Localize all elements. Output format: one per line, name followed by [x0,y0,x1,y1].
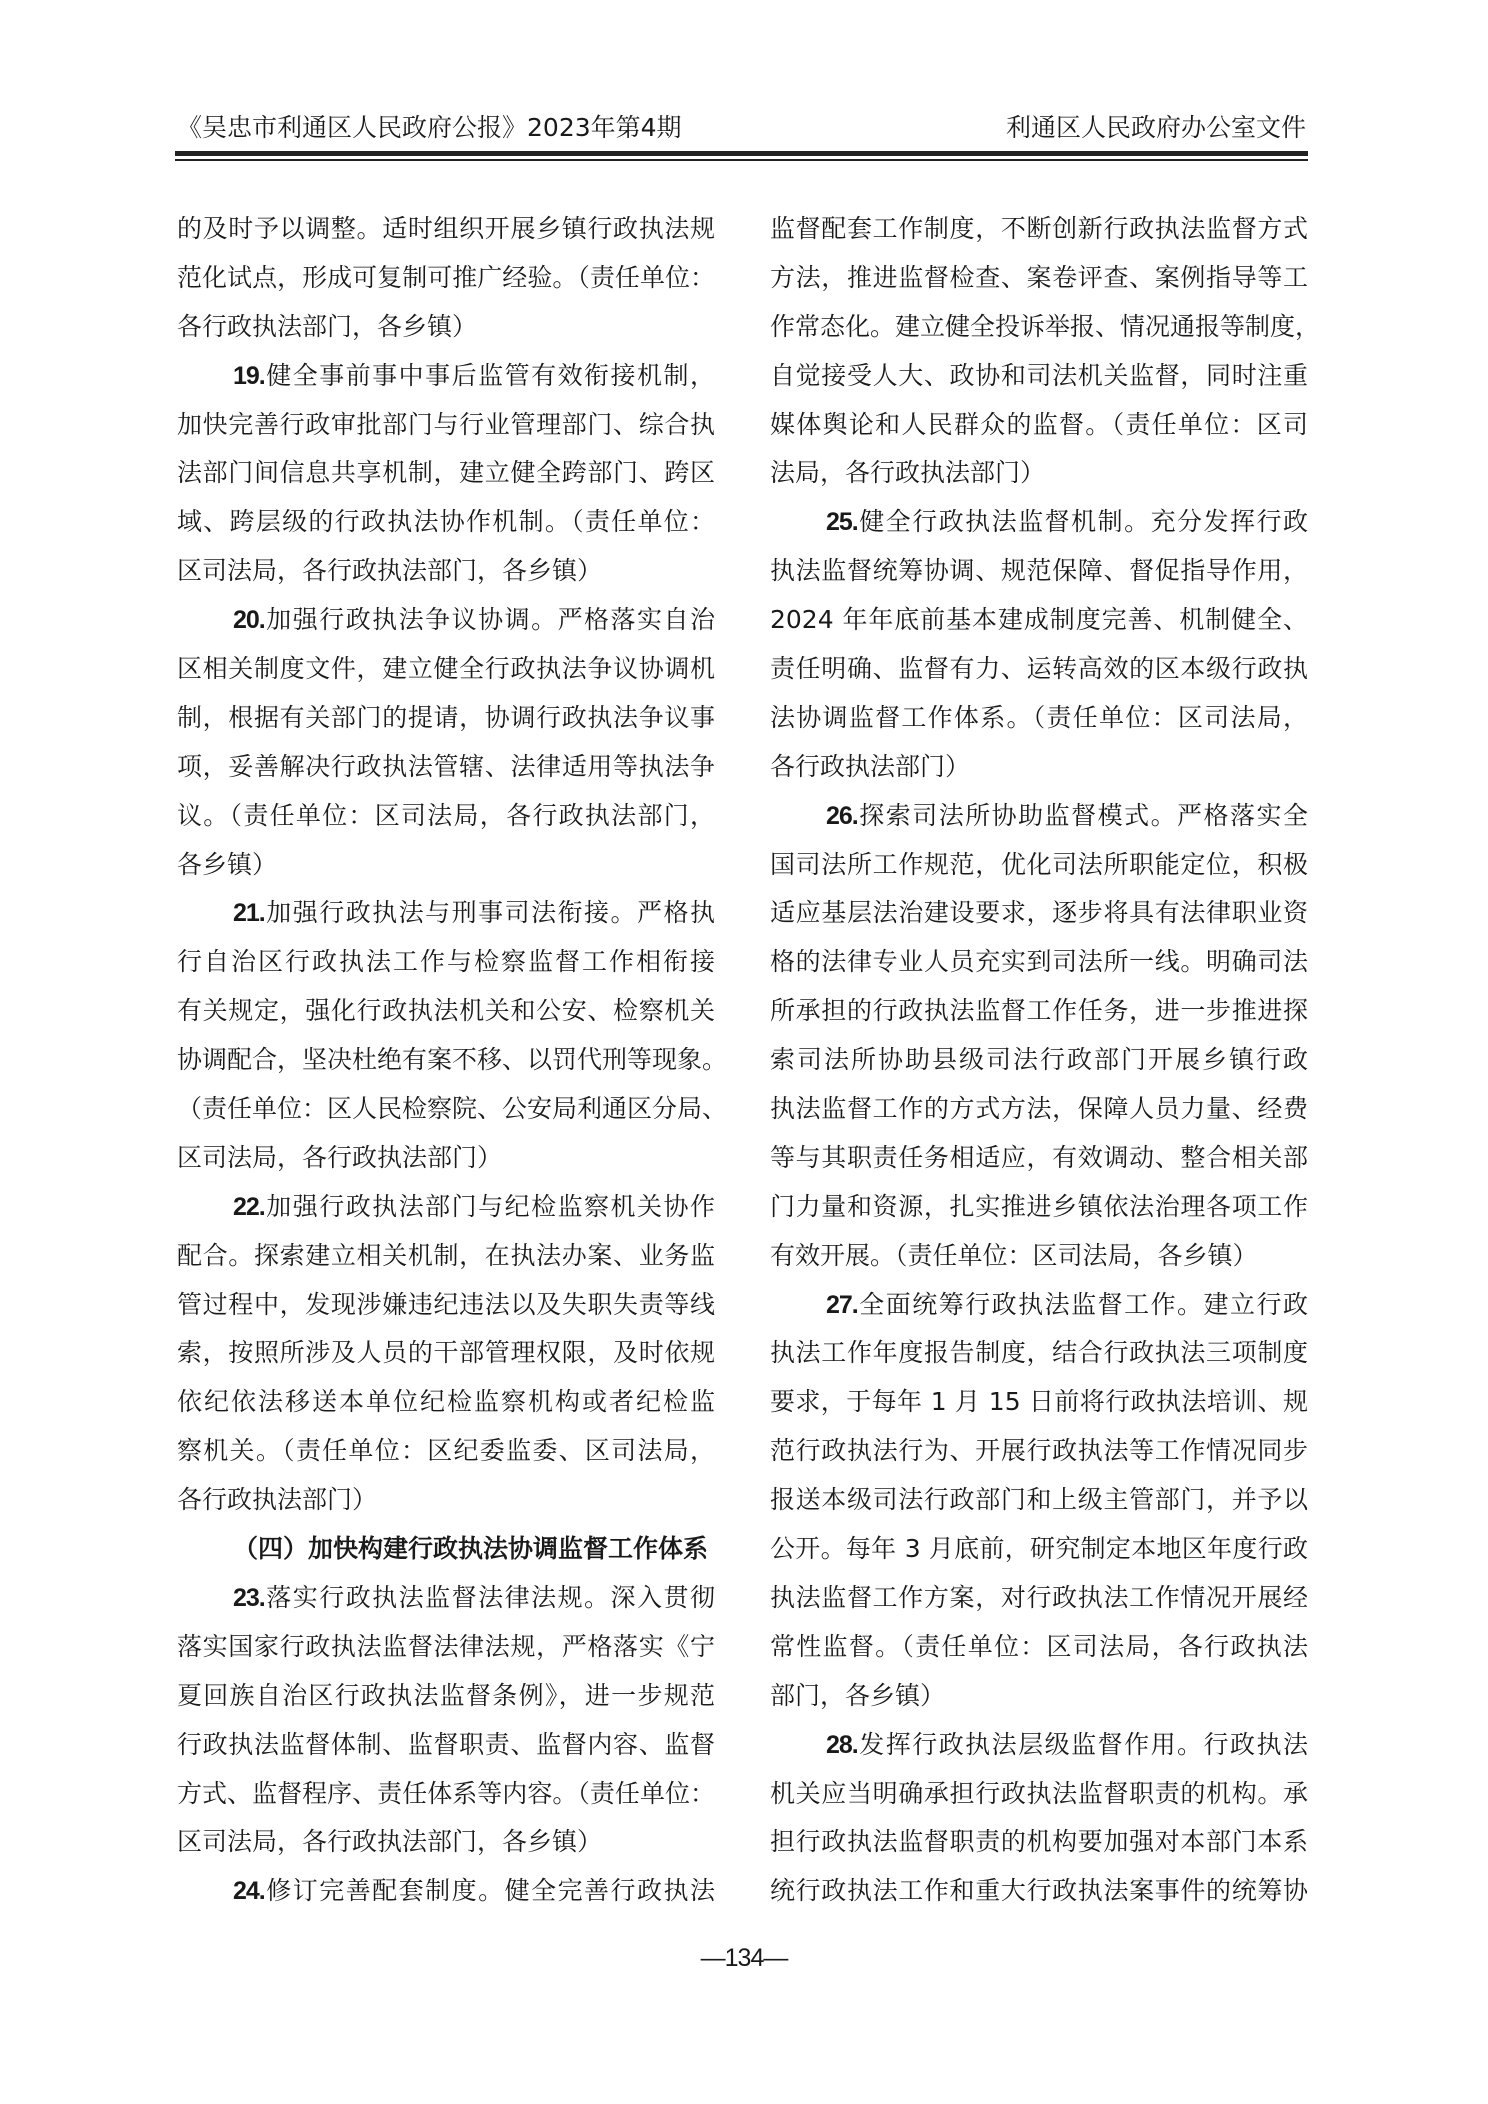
line-text: 议。（责任单位：区司法局，各行政执法部门， [177,800,715,830]
line-text: 范行政执法行为、开展行政执法等工作情况同步 [770,1436,1308,1466]
line-text: 执法监督统筹协调、规范保障、督促指导作用， [770,556,1308,586]
line-text: 修订完善配套制度。健全完善行政执法 [264,1876,715,1906]
line-text: 执法工作年度报告制度，结合行政执法三项制度 [770,1338,1308,1368]
line-text: 范化试点，形成可复制可推广经验。（责任单位： [177,262,715,292]
line-text: 公开。每年 3 月底前，研究制定本地区年度行政 [770,1534,1308,1564]
text-line [770,645,1308,694]
line-text: 索司法所协助县级司法行政部门开展乡镇行政 [770,1045,1308,1075]
line-text: 担行政执法监督职责的机构要加强对本部门本系 [770,1827,1308,1857]
text-line [177,401,715,450]
line-text: 行政执法监督体制、监督职责、监督内容、监督 [177,1729,715,1759]
text-line [770,1574,1308,1623]
line-text: 责任明确、监督有力、运转高效的区本级行政执 [770,654,1308,684]
text-line [177,303,715,352]
paragraph [770,1721,1308,1917]
publication-title: 《吴忠市利通区人民政府公报》2023年第4期 [177,113,682,142]
line-text: 行自治区行政执法工作与检察监督工作相衔接 [177,947,715,977]
text-line [770,792,1308,841]
left-column [177,205,728,1916]
text-line [770,205,1308,254]
text-line [770,841,1308,890]
text-line [177,743,715,792]
line-text: 健全事前事中事后监管有效衔接机制， [264,360,715,390]
line-text: 统行政执法工作和重大行政执法案事件的统筹协 [770,1876,1308,1906]
issuing-office: 利通区人民政府办公室文件 [1005,113,1306,142]
text-line [177,1818,715,1867]
line-text: 加强行政执法与刑事司法衔接。严格执 [264,898,715,928]
line-text: 协调配合，坚决杜绝有案不移、以罚代刑等现象。 [177,1045,728,1075]
text-line [177,1770,715,1819]
line-text: 落实国家行政执法监督法律法规，严格落实《宁 [177,1631,715,1661]
paragraph [177,1574,715,1867]
paragraph [770,498,1308,791]
text-line [770,889,1308,938]
line-text: 有关规定，强化行政执法机关和公安、检察机关 [177,996,715,1026]
line-text: 常性监督。（责任单位：区司法局，各行政执法 [770,1631,1308,1661]
line-text: 察机关。（责任单位：区纪委监委、区司法局， [177,1436,715,1466]
line-text: 各行政执法部门） [770,751,971,781]
line-text: 的及时予以调整。适时组织开展乡镇行政执法规 [177,214,715,243]
line-text: 格的法律专业人员充实到司法所一线。明确司法 [770,947,1308,977]
line-text: 门力量和资源，扎实推进乡镇依法治理各项工作 [770,1191,1308,1221]
text-line [770,694,1308,743]
text-line [177,645,715,694]
running-header [175,108,1308,148]
text-line [770,352,1308,401]
text-line [770,1818,1308,1867]
text-line [770,1672,1308,1721]
text-line [770,743,1308,792]
line-text: 自觉接受人大、政协和司法机关监督，同时注重 [770,360,1308,390]
text-line [177,1183,715,1232]
paragraph [177,1183,715,1525]
text-line [177,1721,715,1770]
text-line [177,596,715,645]
line-text: 要求，于每年 1 月 15 日前将行政执法培训、规 [770,1387,1308,1417]
item-number: 25. [826,508,858,537]
text-line [177,889,715,938]
item-number: 19. [233,361,265,390]
line-text: 域、跨层级的行政执法协作机制。（责任单位： [177,507,715,537]
text-line [177,254,715,303]
text-line [770,938,1308,987]
line-text: 有效开展。（责任单位：区司法局，各乡镇） [770,1240,1258,1270]
paragraph [177,205,715,352]
line-text: 方式、监督程序、责任体系等内容。（责任单位： [177,1778,715,1808]
text-line [177,1525,715,1574]
line-text: 全面统筹行政执法监督工作。建立行政 [857,1289,1308,1319]
text-line [177,1867,715,1916]
line-text: 各乡镇） [177,849,278,879]
line-text: 发挥行政执法层级监督作用。行政执法 [857,1729,1308,1759]
line-text: 各行政执法部门，各乡镇） [177,311,478,341]
right-column [770,205,1321,1916]
line-text: 区司法局，各行政执法部门，各乡镇） [177,556,603,586]
text-line [177,694,715,743]
text-line [177,205,715,254]
text-line [177,1085,728,1134]
header-rule-thick [175,151,1308,156]
line-text: 制，根据有关部门的提请，协调行政执法争议事 [177,702,715,732]
item-number: 22. [233,1192,265,1221]
line-text: 加强行政执法争议协调。严格落实自治 [264,605,715,635]
text-line [770,1378,1308,1427]
line-text: 加强行政执法部门与纪检监察机关协作 [264,1191,715,1221]
line-text: 执法监督工作的方式方法，保障人员力量、经费 [770,1094,1308,1124]
text-line [770,1232,1308,1281]
text-line [770,1867,1308,1916]
text-line [177,987,715,1036]
text-line [177,1378,715,1427]
text-line [770,1134,1308,1183]
text-line [177,1623,715,1672]
page-number: —134— [700,1944,788,1972]
text-line [770,596,1308,645]
text-line [177,449,715,498]
paragraph [177,352,715,596]
line-text: 国司法所工作规范，优化司法所职能定位，积极 [770,849,1308,879]
line-text: 管过程中，发现涉嫌违纪违法以及失职失责等线 [177,1289,715,1319]
section-heading [177,1525,715,1574]
text-line [770,254,1308,303]
text-line [177,792,715,841]
text-line [770,1281,1308,1330]
text-line [770,303,1321,352]
line-text: 适应基层法治建设要求，逐步将具有法律职业资 [770,898,1308,928]
line-text: 项，妥善解决行政执法管辖、法律适用等执法争 [177,751,715,781]
line-text: 区司法局，各行政执法部门，各乡镇） [177,1827,603,1857]
text-line [770,1036,1308,1085]
line-text: 报送本级司法行政部门和上级主管部门，并予以 [770,1485,1308,1515]
paragraph [177,889,728,1182]
text-line [177,1281,715,1330]
text-line [177,547,715,596]
text-line [177,1232,715,1281]
text-line [770,401,1308,450]
line-text: 机关应当明确承担行政执法监督职责的机构。承 [770,1778,1308,1808]
text-line [177,1427,715,1476]
text-line [770,1427,1308,1476]
header-rule-thin [175,159,1308,161]
text-line [177,498,715,547]
paragraph [770,1281,1308,1721]
text-line [770,449,1308,498]
text-line [770,1183,1308,1232]
item-number: 26. [826,801,858,830]
line-text: 配合。探索建立相关机制，在执法办案、业务监 [177,1240,715,1270]
text-line [770,1329,1308,1378]
item-number: 21. [233,899,265,928]
line-text: 法部门间信息共享机制，建立健全跨部门、跨区 [177,458,715,488]
line-text: 所承担的行政执法监督工作任务，进一步推进探 [770,996,1308,1026]
text-line [770,1085,1308,1134]
line-text: （责任单位：区人民检察院、公安局利通区分局、 [177,1094,728,1124]
line-text: 依纪依法移送本单位纪检监察机构或者纪检监 [177,1387,715,1417]
paragraph [177,596,715,889]
line-text: 各行政执法部门） [177,1485,378,1515]
line-text: 方法，推进监督检查、案卷评查、案例指导等工 [770,262,1308,292]
line-text: 落实行政执法监督法律法规。深入贯彻 [264,1582,715,1612]
text-line [770,547,1308,596]
item-number: 20. [233,606,265,635]
text-line [177,1134,715,1183]
line-text: 区司法局，各行政执法部门） [177,1142,503,1172]
line-text: 法局，各行政执法部门） [770,458,1046,488]
line-text: 2024 年年底前基本建成制度完善、机制健全、 [770,605,1308,635]
text-line [177,1672,715,1721]
text-line [177,1476,715,1525]
text-line [770,1770,1308,1819]
line-text: 探索司法所协助监督模式。严格落实全 [857,800,1308,830]
line-text: 部门，各乡镇） [770,1680,946,1710]
text-line [177,352,715,401]
line-text: 作常态化。建立健全投诉举报、情况通报等制度， [770,311,1321,341]
text-line [177,841,715,890]
item-number: 27. [826,1290,858,1319]
text-line [770,498,1308,547]
item-number: 24. [233,1877,265,1906]
line-text: 健全行政执法监督机制。充分发挥行政 [857,507,1308,537]
line-text: 执法监督工作方案，对行政执法工作情况开展经 [770,1582,1308,1612]
line-text: 等与其职责任务相适应，有效调动、整合相关部 [770,1142,1308,1172]
text-line [770,1623,1308,1672]
text-line [770,1721,1308,1770]
text-line [770,987,1308,1036]
paragraph [770,205,1321,498]
text-line [770,1476,1308,1525]
line-text: 法协调监督工作体系。（责任单位：区司法局， [770,702,1308,732]
text-line [770,1525,1308,1574]
line-text: 加快完善行政审批部门与行业管理部门、综合执 [177,409,715,439]
line-text: 媒体舆论和人民群众的监督。（责任单位：区司 [770,409,1308,439]
text-line [177,938,715,987]
line-text: 夏回族自治区行政执法监督条例》，进一步规范 [177,1680,715,1710]
text-line [177,1036,728,1085]
line-text: 监督配套工作制度，不断创新行政执法监督方式 [770,214,1308,243]
text-line [177,1574,715,1623]
line-text: 区相关制度文件，建立健全行政执法争议协调机 [177,654,715,684]
paragraph [177,1867,715,1916]
item-number: 23. [233,1583,265,1612]
line-text: （四）加快构建行政执法协调监督工作体系 [233,1534,709,1564]
text-line [177,1329,715,1378]
line-text: 索，按照所涉及人员的干部管理权限，及时依规 [177,1338,715,1368]
item-number: 28. [826,1730,858,1759]
paragraph [770,792,1308,1281]
